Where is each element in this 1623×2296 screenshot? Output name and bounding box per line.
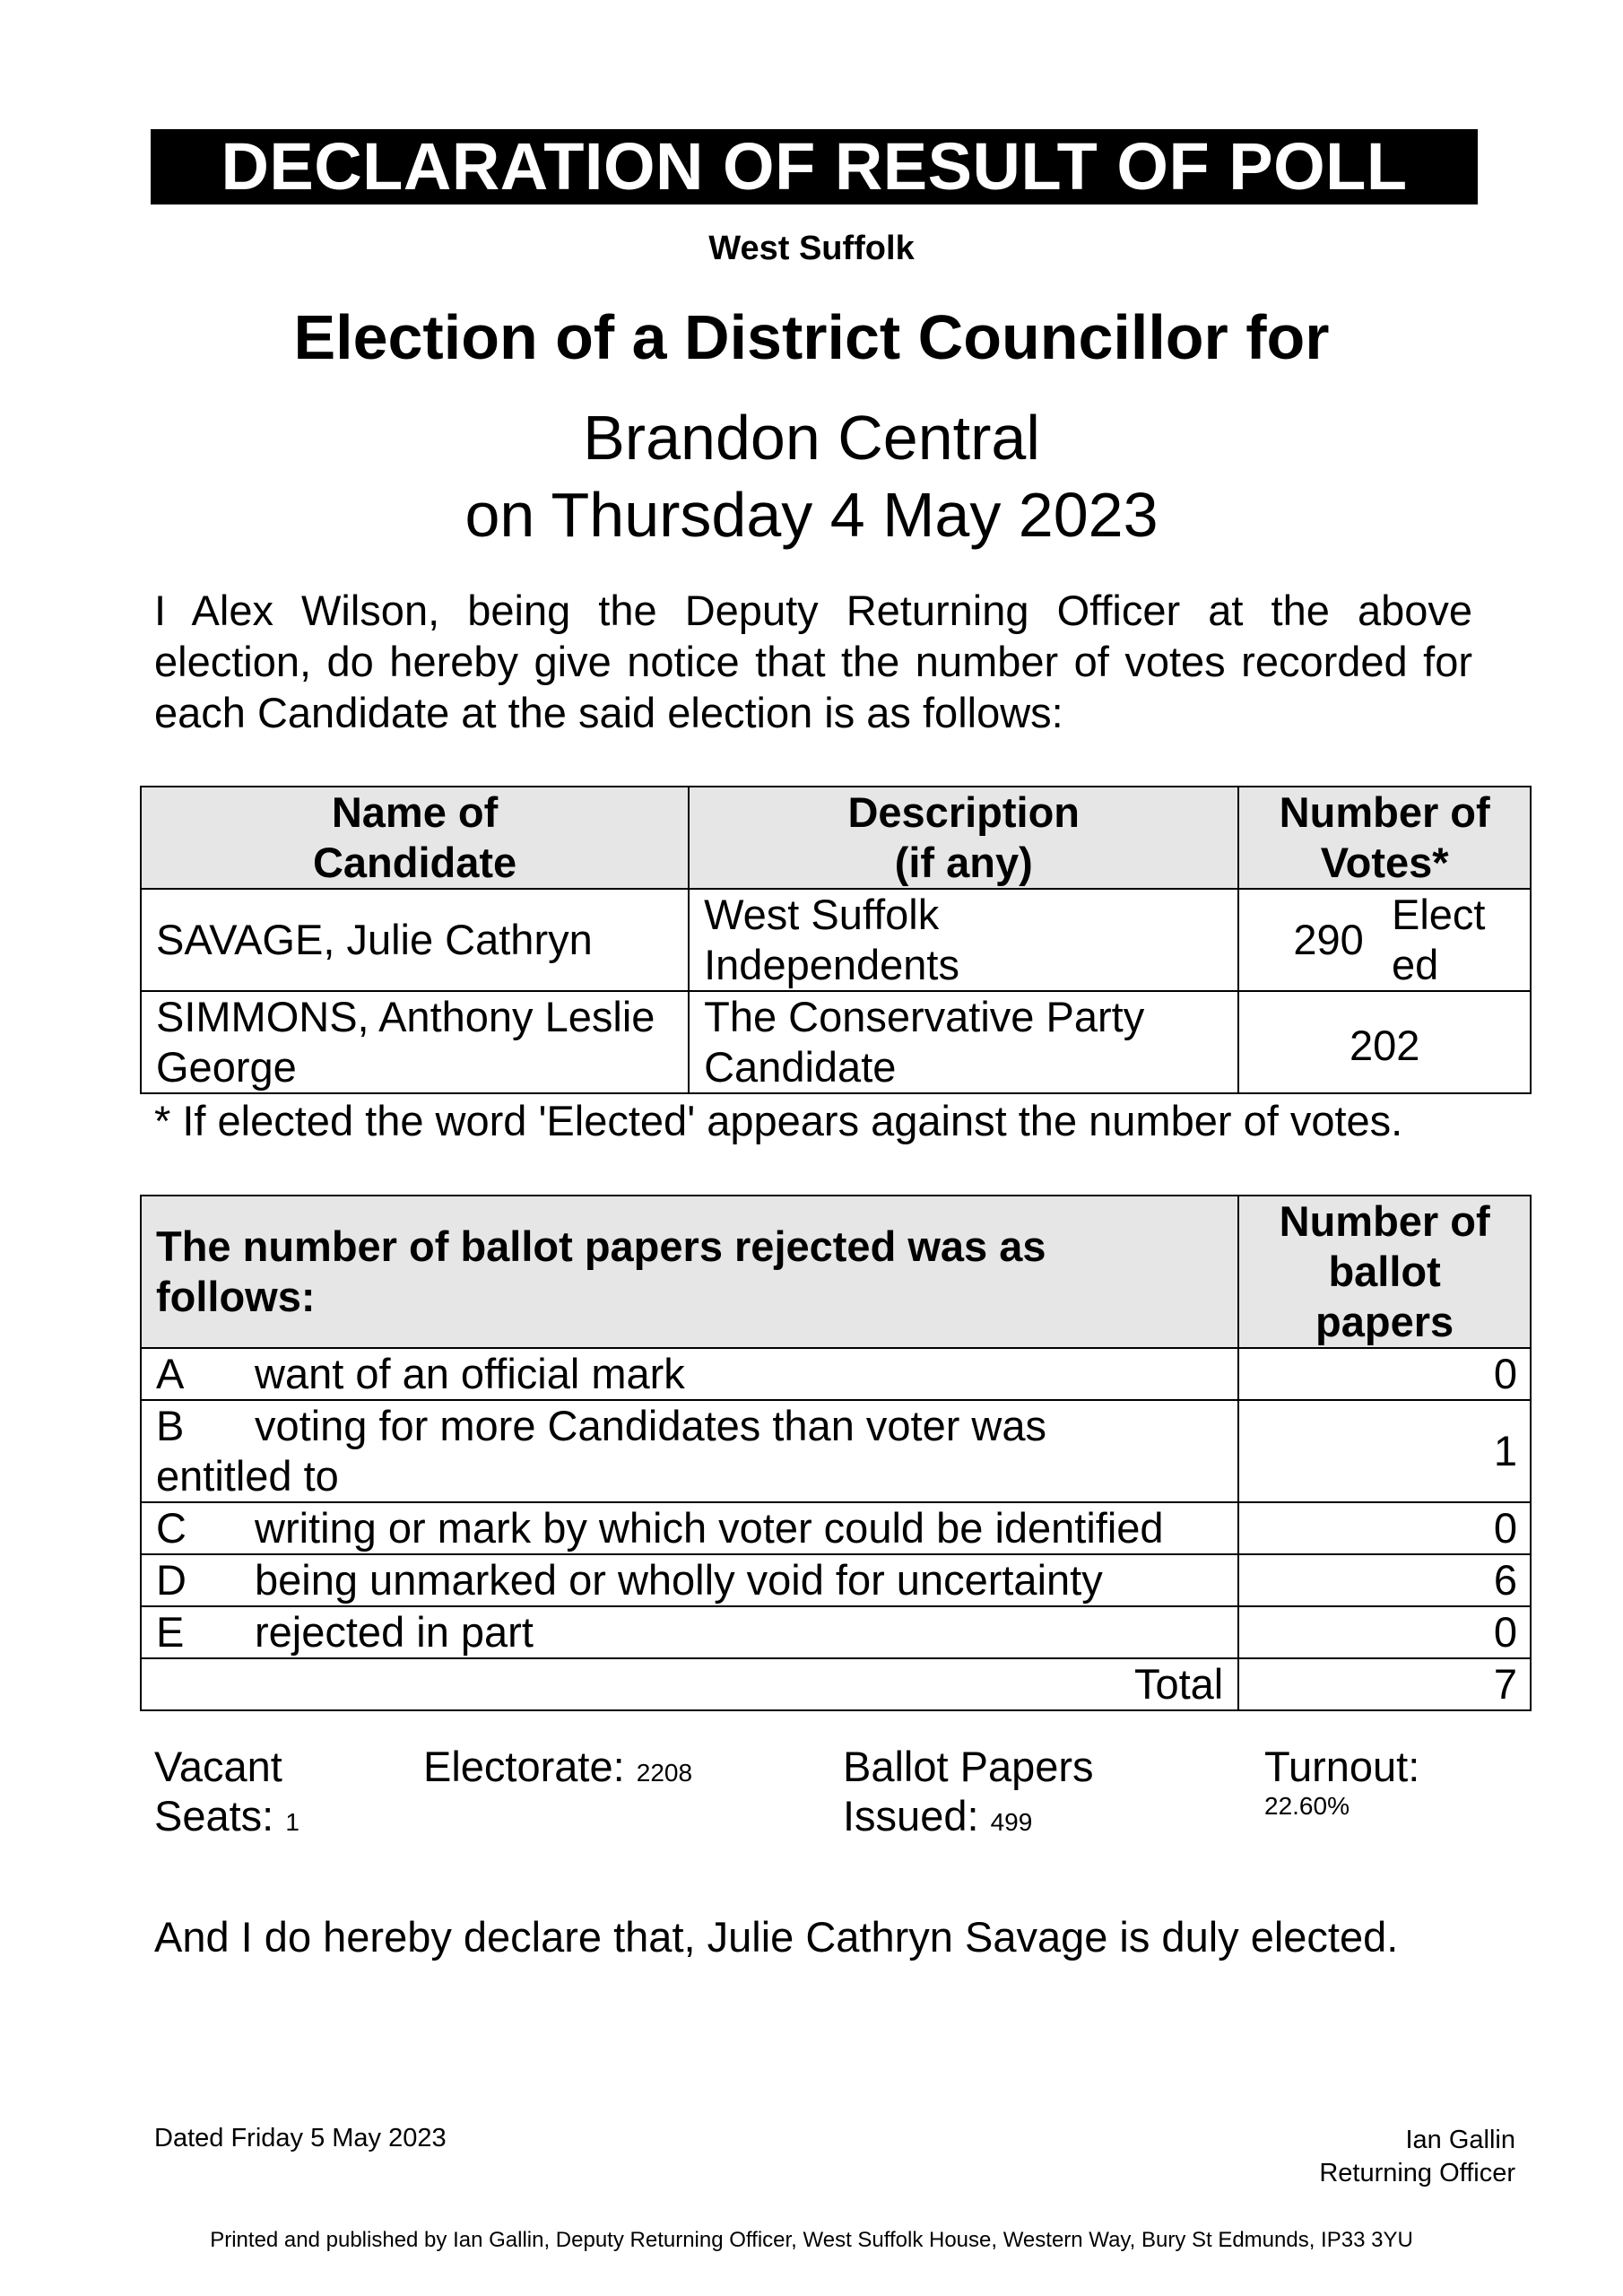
votes-count: 290: [1293, 916, 1364, 963]
ballots-value: 499: [990, 1808, 1033, 1836]
candidate-name: [141, 889, 689, 991]
header-count-line3: papers: [1315, 1298, 1454, 1345]
rejected-count: 6: [1238, 1554, 1531, 1606]
turnout-value: 22.60%: [1264, 1792, 1350, 1820]
total-label: Total: [141, 1658, 1238, 1710]
header-reason: [141, 1196, 1238, 1348]
header-reason-line2: follows:: [156, 1273, 316, 1320]
returning-officer: [1319, 2124, 1515, 2190]
elected-mark: [1392, 890, 1499, 990]
turnout: [1264, 1742, 1419, 1822]
ballots-label-line1: Ballot Papers: [843, 1743, 1094, 1790]
header-votes-line1: Number of: [1279, 788, 1490, 836]
officer-name: Ian Gallin: [1405, 2126, 1515, 2154]
imprint-line: Printed and published by Ian Gallin, Deputy Returning Officer, West Suffolk House, Western Way, Bury St Edmunds, IP33 3YU: [210, 2228, 1413, 2252]
reason-text: being unmarked or wholly void for uncertainty: [255, 1556, 1103, 1604]
candidate-name: [141, 991, 689, 1093]
rejected-total-row: [141, 1658, 1531, 1710]
rejected-row: [141, 1400, 1531, 1502]
rejected-header-row: [141, 1196, 1531, 1348]
rejected-reason: [141, 1502, 1238, 1554]
candidate-name-line1: SIMMONS, Anthony Leslie: [156, 993, 655, 1040]
header-desc-line2: (if any): [894, 839, 1033, 886]
electorate-label: Electorate:: [423, 1743, 625, 1790]
election-title: Election of a District Councillor for: [293, 302, 1330, 372]
candidate-votes: [1238, 889, 1531, 991]
elected-footnote: * If elected the word 'Elected' appears against the number of votes.: [154, 1097, 1403, 1144]
reason-text-line2: entitled to: [156, 1452, 339, 1500]
vacant-label-line1: Vacant: [154, 1743, 282, 1790]
reason-text: rejected in part: [255, 1608, 534, 1656]
candidate-name-line2: George: [156, 1043, 297, 1091]
total-count: 7: [1238, 1658, 1531, 1710]
header-votes-line2: Votes*: [1320, 839, 1449, 886]
council-name: West Suffolk: [708, 230, 915, 267]
candidate-desc-line2: Candidate: [704, 1043, 897, 1091]
rejected-reason: [141, 1400, 1238, 1502]
header-desc-line1: Description: [847, 788, 1080, 836]
header-name-line2: Candidate: [312, 839, 517, 886]
header-name-line1: Name of: [331, 788, 499, 836]
reason-code: D: [156, 1556, 187, 1604]
reason-text: want of an official mark: [255, 1350, 685, 1397]
rejected-row: [141, 1606, 1531, 1658]
dated-line: Dated Friday 5 May 2023: [154, 2124, 447, 2152]
candidate-row: [141, 889, 1531, 991]
electorate-value: 2208: [636, 1759, 693, 1787]
rejected-count: 0: [1238, 1502, 1531, 1554]
vacant-value: 1: [285, 1808, 299, 1836]
candidates-table: [140, 786, 1532, 1094]
rejected-count: 1: [1238, 1400, 1531, 1502]
ballot-papers-issued: [843, 1742, 1094, 1847]
rejected-reason: [141, 1348, 1238, 1400]
header-count: [1238, 1196, 1531, 1348]
header-name: [141, 787, 689, 889]
reason-text: voting for more Candidates than voter was: [255, 1402, 1047, 1449]
header-description: [689, 787, 1238, 889]
reason-code: B: [156, 1402, 185, 1449]
candidate-desc-line1: The Conservative Party: [704, 993, 1145, 1040]
turnout-label: Turnout:: [1264, 1743, 1420, 1790]
ballots-label-line2: Issued:: [843, 1792, 979, 1839]
rejected-row: [141, 1502, 1531, 1554]
votes-count: 202: [1349, 1022, 1420, 1069]
candidate-description: [689, 889, 1238, 991]
vacant-seats: [154, 1742, 299, 1847]
reason-code: E: [156, 1608, 185, 1656]
candidate-description: [689, 991, 1238, 1093]
header-reason-line1: The number of ballot papers rejected was as: [156, 1222, 1046, 1270]
reason-code: A: [156, 1350, 185, 1397]
elected-line2: ed: [1392, 941, 1439, 988]
poll-date: on Thursday 4 May 2023: [464, 480, 1159, 550]
header-votes: [1238, 787, 1531, 889]
candidate-name-line1: SAVAGE, Julie Cathryn: [156, 916, 593, 963]
document-banner: DECLARATION OF RESULT OF POLL: [151, 129, 1478, 204]
vacant-label-line2: Seats:: [154, 1792, 274, 1839]
header-count-line2: ballot: [1328, 1248, 1441, 1295]
notice-paragraph: I Alex Wilson, being the Deputy Returning Officer at the above election, do hereby give notice that the number of votes recorded for each Candidate at the said election is as follows:: [154, 587, 1472, 736]
candidate-desc-line2: Independents: [704, 941, 959, 988]
candidate-desc-line1: West Suffolk: [704, 891, 940, 938]
candidate-row: [141, 991, 1531, 1093]
candidates-header-row: [141, 787, 1531, 889]
header-count-line1: Number of: [1279, 1197, 1490, 1245]
rejected-reason: [141, 1606, 1238, 1658]
rejected-count: 0: [1238, 1348, 1531, 1400]
elected-line1: Elect: [1392, 891, 1486, 938]
rejected-row: [141, 1348, 1531, 1400]
rejected-ballots-table: [140, 1195, 1532, 1711]
ward-name: Brandon Central: [583, 403, 1040, 473]
reason-text: writing or mark by which voter could be identified: [255, 1504, 1164, 1552]
rejected-row: [141, 1554, 1531, 1606]
officer-title: Returning Officer: [1319, 2159, 1515, 2187]
rejected-count: 0: [1238, 1606, 1531, 1658]
electorate: [423, 1742, 692, 1797]
rejected-reason: [141, 1554, 1238, 1606]
declaration-statement: And I do hereby declare that, Julie Cathryn Savage is duly elected.: [154, 1913, 1399, 1961]
reason-code: C: [156, 1504, 187, 1552]
candidate-votes: [1238, 991, 1531, 1093]
